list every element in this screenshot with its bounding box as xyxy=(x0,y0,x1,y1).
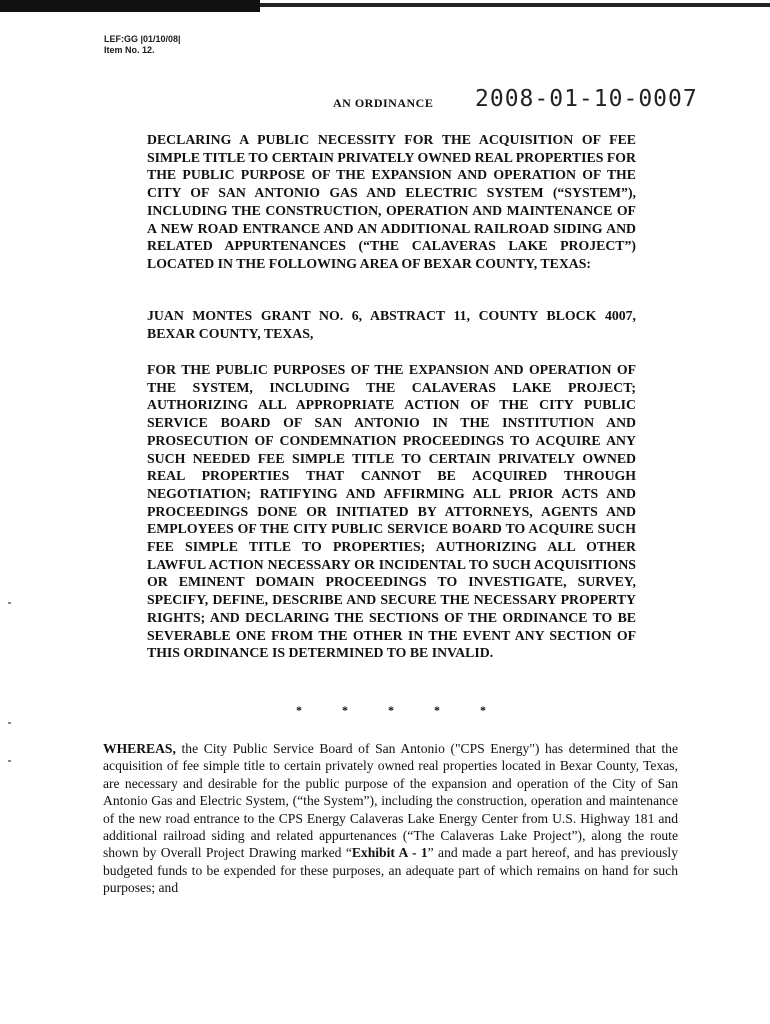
ordinance-number: 2008-01-10-0007 xyxy=(475,86,698,112)
scan-margin-mark xyxy=(8,602,11,604)
whereas-body: the City Public Service Board of San Antonio ("CPS Energy") has determined that the acquisition of fee simple title to certain privately owned real properties located in Bexar County, Texas, are necessary and desirable for the public purpose of the expansion and operation of the City of San Antonio Gas and Electric System, (“the System”), including the construction, operation and maintenance of the new road entrance to the CPS Energy Calaveras Lake Energy Center from U.S. Highway 181 and additional railroad siding and related appurtenances (“The Calaveras Lake Project”), along the route shown by Overall Project Drawing marked “ xyxy=(103,741,678,861)
separator-star: * xyxy=(480,703,486,717)
caption-paragraph-2 xyxy=(147,307,636,342)
reference-code: LEF:GG |01/10/08| xyxy=(104,34,181,44)
caption-text: FOR THE PUBLIC PURPOSES OF THE EXPANSION AND OPERATION OF THE SYSTEM, INCLUDING THE CALAVERAS LAKE PROJECT; AUTHORIZING ALL APPROPRIATE ACTION OF THE CITY PUBLIC SERVICE BOARD OF SAN ANTONIO IN THE INSTITUTION AND PROSECUTION OF CONDEMNATION PROCEEDINGS TO ACQUIRE ANY SUCH NEEDED FEE SIMPLE TITLE TO CERTAIN PRIVATELY OWNED REAL PROPERTIES THAT CANNOT BE ACQUIRED THROUGH NEGOTIATION; RATIFYING AND AFFIRMING ALL PRIOR ACTS AND PROCEEDINGS DONE OR INITIATED BY ATTORNEYS, AGENTS AND EMPLOYEES OF THE CITY PUBLIC SERVICE BOARD TO ACQUIRE SUCH FEE SIMPLE TITLE TO PROPERTIES; AUTHORIZING ALL OTHER LAWFUL ACTION NECESSARY OR INCIDENTAL TO SUCH ACQUISITIONS OR EMINENT DOMAIN PROCEEDINGS TO INVESTIGATE, SURVEY, SPECIFY, DEFINE, DESCRIBE AND SECURE THE NECESSARY PROPERTY RIGHTS; AND DECLARING THE SECTIONS OF THE ORDINANCE TO BE SEVERABLE ONE FROM THE OTHER IN THE EVENT ANY SECTION OF THIS ORDINANCE IS DETERMINED TO BE INVALID. xyxy=(147,362,636,661)
whereas-lead: WHEREAS, xyxy=(103,741,176,756)
whereas-body-end: ” and made a part hereof, and has previously budgeted funds to be expended for these purposes, an adequate part of which remains on hand for such purposes; and xyxy=(103,845,679,896)
scan-margin-mark xyxy=(8,760,11,762)
caption-paragraph-1 xyxy=(147,131,636,273)
whereas-text xyxy=(103,740,678,897)
separator-star: * xyxy=(434,703,440,717)
ordinance-label: AN ORDINANCE xyxy=(333,96,434,110)
property-description: JUAN MONTES GRANT NO. 6, ABSTRACT 11, COUNTY BLOCK 4007, BEXAR COUNTY, TEXAS, xyxy=(147,308,636,341)
separator-star: * xyxy=(388,703,394,717)
scan-top-edge-dark xyxy=(0,0,260,12)
separator-star: * xyxy=(296,703,302,717)
scan-margin-mark xyxy=(8,722,11,724)
document-reference xyxy=(104,34,181,56)
caption-paragraph-3 xyxy=(147,361,636,662)
separator-star: * xyxy=(342,703,348,717)
caption-text: DECLARING A PUBLIC NECESSITY FOR THE ACQUISITION OF FEE SIMPLE TITLE TO CERTAIN PRIVATELY OWNED REAL PROPERTIES FOR THE PUBLIC PURPOSE OF THE EXPANSION AND OPERATION OF THE CITY OF SAN ANTONIO GAS AND ELECTRIC SYSTEM (“SYSTEM”), INCLUDING THE CONSTRUCTION, OPERATION AND MAINTENANCE OF A NEW ROAD ENTRANCE AND AN ADDITIONAL RAILROAD SIDING AND RELATED APPURTENANCES (“THE CALAVERAS LAKE PROJECT”) LOCATED IN THE FOLLOWING AREA OF BEXAR COUNTY, TEXAS: xyxy=(147,132,636,271)
item-number: Item No. 12. xyxy=(104,45,155,55)
whereas-clause xyxy=(103,740,678,897)
section-separator xyxy=(296,703,486,718)
exhibit-reference: Exhibit A - 1 xyxy=(351,845,428,861)
ordinance-heading xyxy=(333,86,733,116)
